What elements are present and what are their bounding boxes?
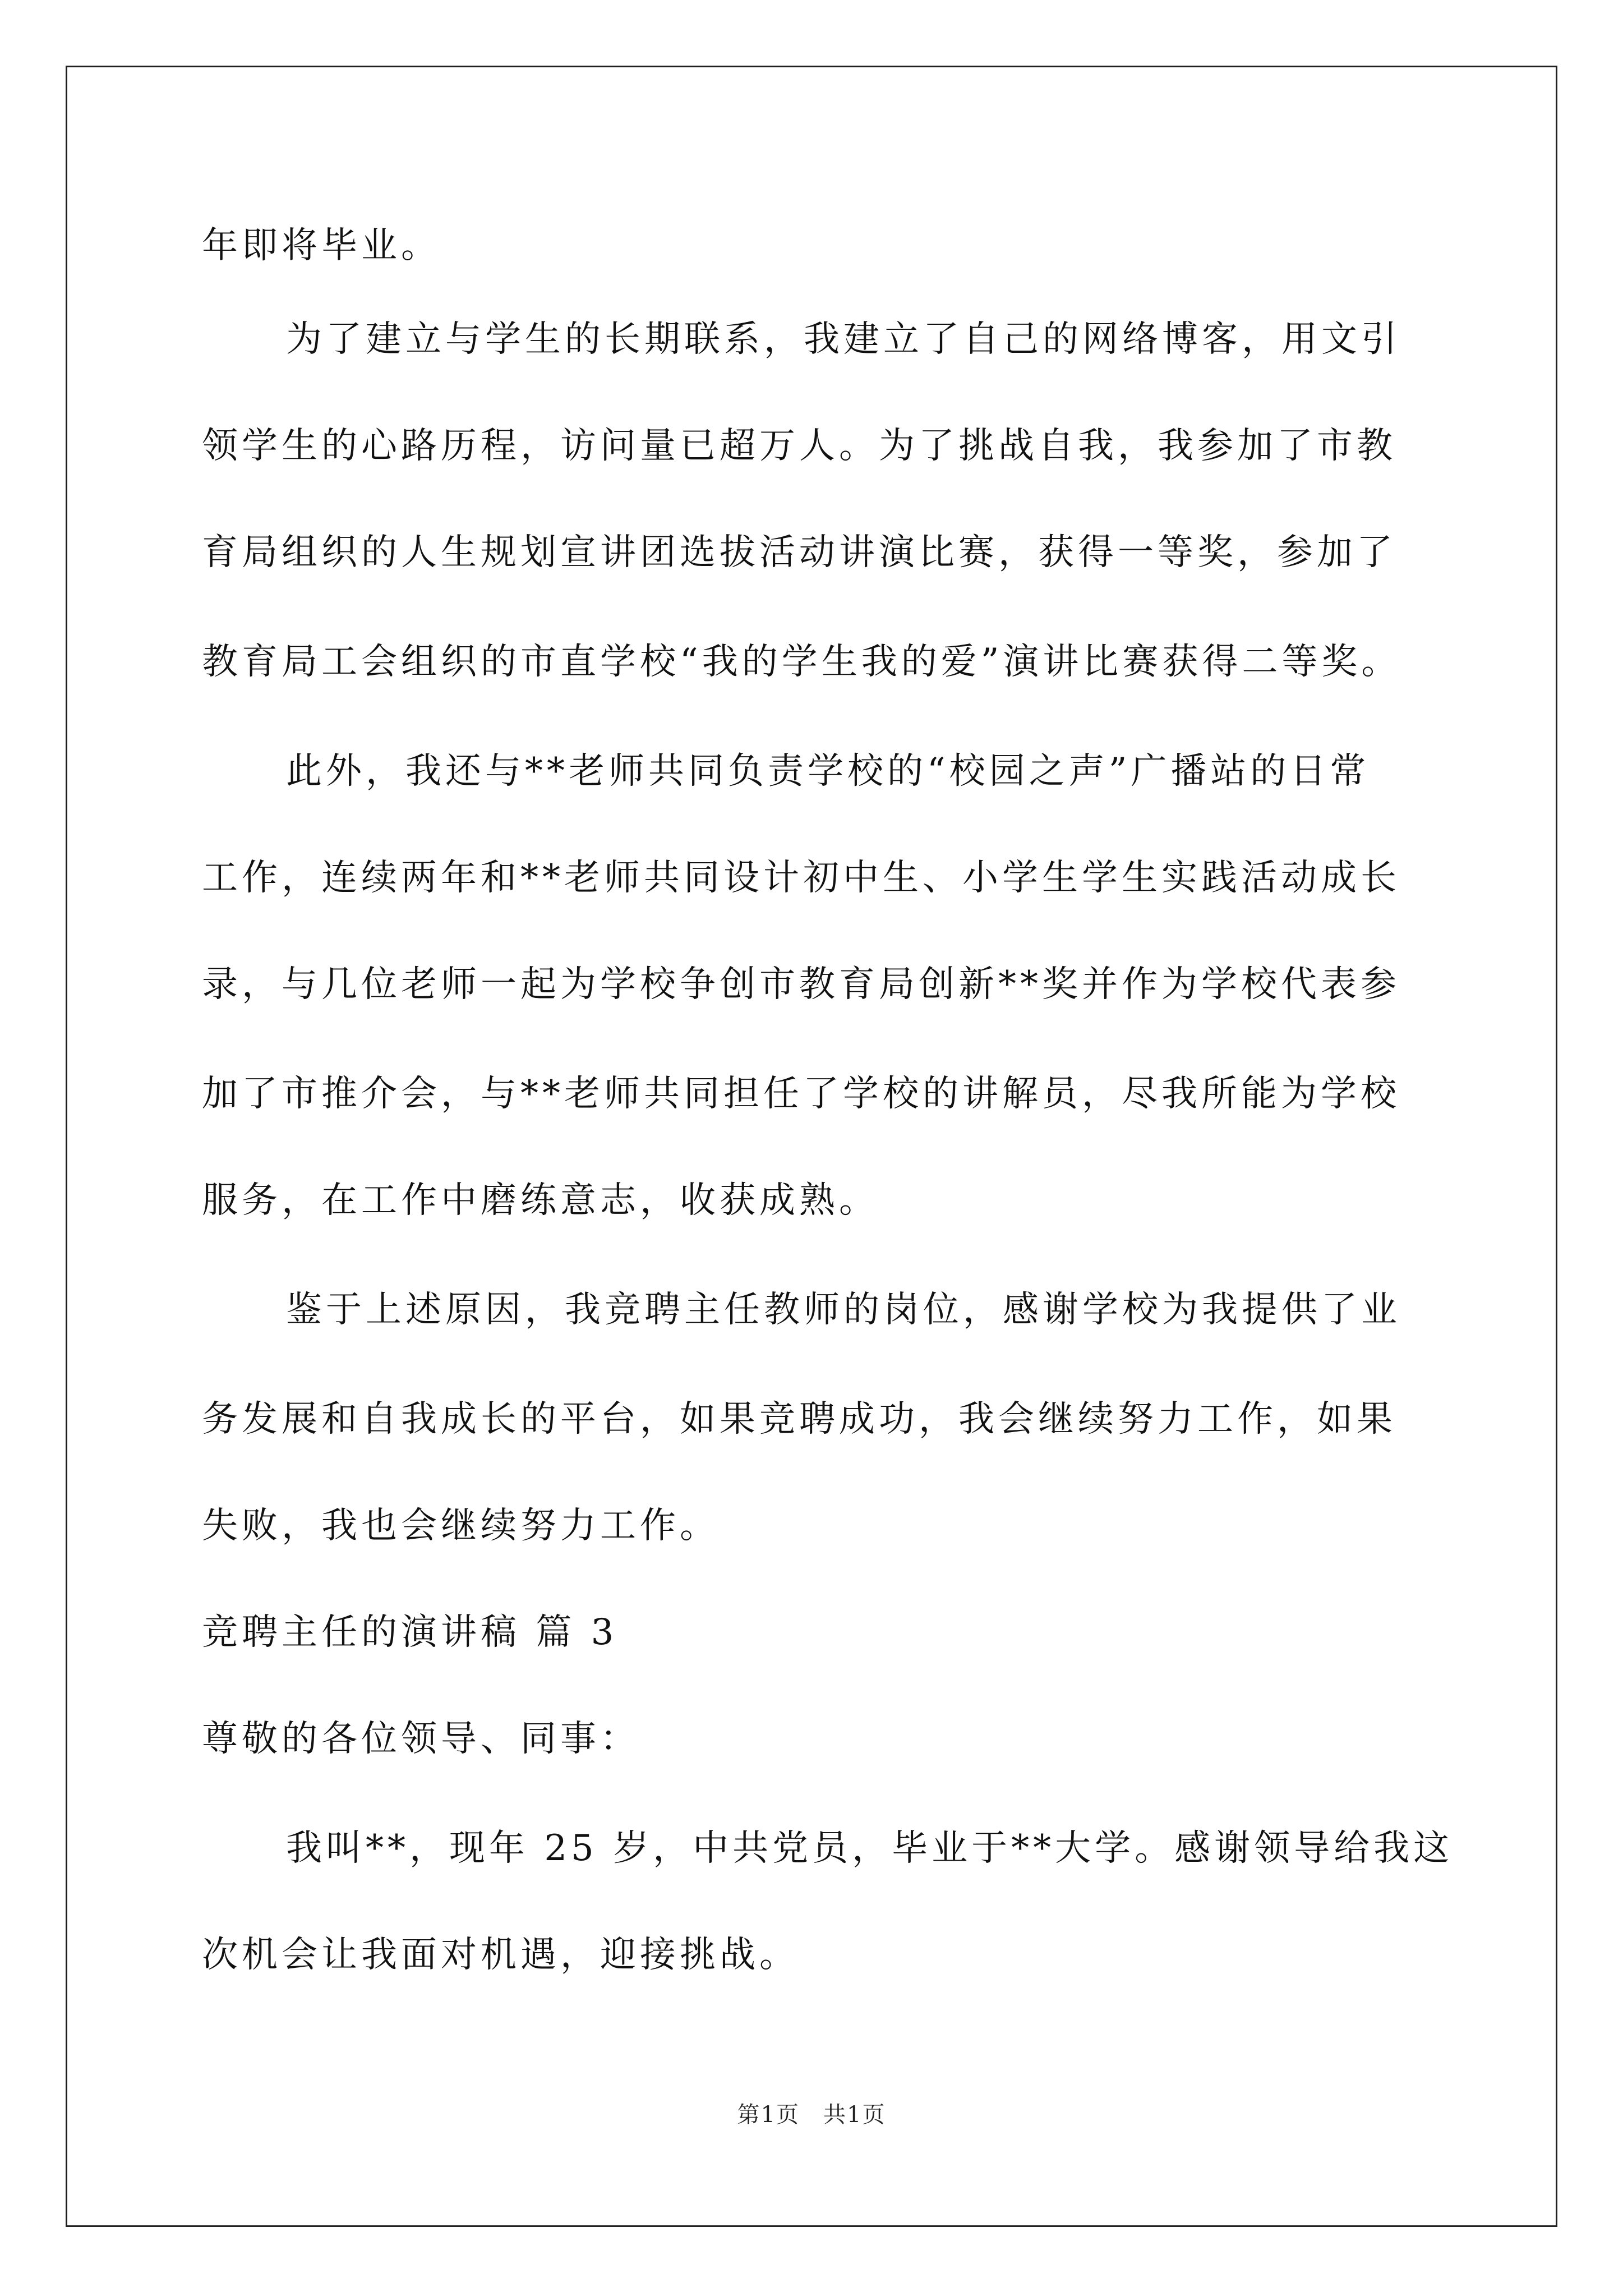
page-number-footer: 第1页 共1页 xyxy=(737,2102,886,2128)
paragraph-line: 次机会让我面对机遇，迎接挑战。 xyxy=(202,1934,799,1976)
paragraph-line: 年即将毕业。 xyxy=(202,225,441,266)
paragraph-line: 鉴于上述原因，我竞聘主任教师的岗位，感谢学校为我提供了业 xyxy=(286,1289,1401,1331)
paragraph-line: 服务，在工作中磨练意志，收获成熟。 xyxy=(202,1180,879,1221)
paragraph-line: 领学生的心路历程，访问量已超万人。为了挑战自我，我参加了市教 xyxy=(202,425,1396,467)
paragraph-line: 加了市推介会，与**老师共同担任了学校的讲解员，尽我所能为学校 xyxy=(202,1073,1400,1115)
paragraph-line: 育局组织的人生规划宣讲团选拔活动讲演比赛，获得一等奖，参加了 xyxy=(202,532,1396,573)
paragraph-line: 为了建立与学生的长期联系，我建立了自己的网络博客，用文引 xyxy=(286,319,1401,360)
paragraph-line: 务发展和自我成长的平台，如果竞聘成功，我会继续努力工作，如果 xyxy=(202,1398,1396,1440)
paragraph-line: 我叫**，现年 25 岁，中共党员，毕业于**大学。感谢领导给我这 xyxy=(286,1828,1454,1869)
salutation: 尊敬的各位领导、同事： xyxy=(202,1718,640,1760)
paragraph-line: 教育局工会组织的市直学校“我的学生我的爱”演讲比赛获得二等奖。 xyxy=(202,641,1401,683)
page-frame xyxy=(66,66,1557,2227)
section-heading: 竞聘主任的演讲稿 篇 3 xyxy=(202,1612,618,1653)
paragraph-line: 工作，连续两年和**老师共同设计初中生、小学生学生实践活动成长 xyxy=(202,857,1400,899)
paragraph-line: 此外，我还与**老师共同负责学校的“校园之声”广播站的日常 xyxy=(286,751,1370,792)
paragraph-line: 录，与几位老师一起为学校争创市教育局创新**奖并作为学校代表参 xyxy=(202,964,1400,1005)
paragraph-line: 失败，我也会继续努力工作。 xyxy=(202,1505,720,1547)
